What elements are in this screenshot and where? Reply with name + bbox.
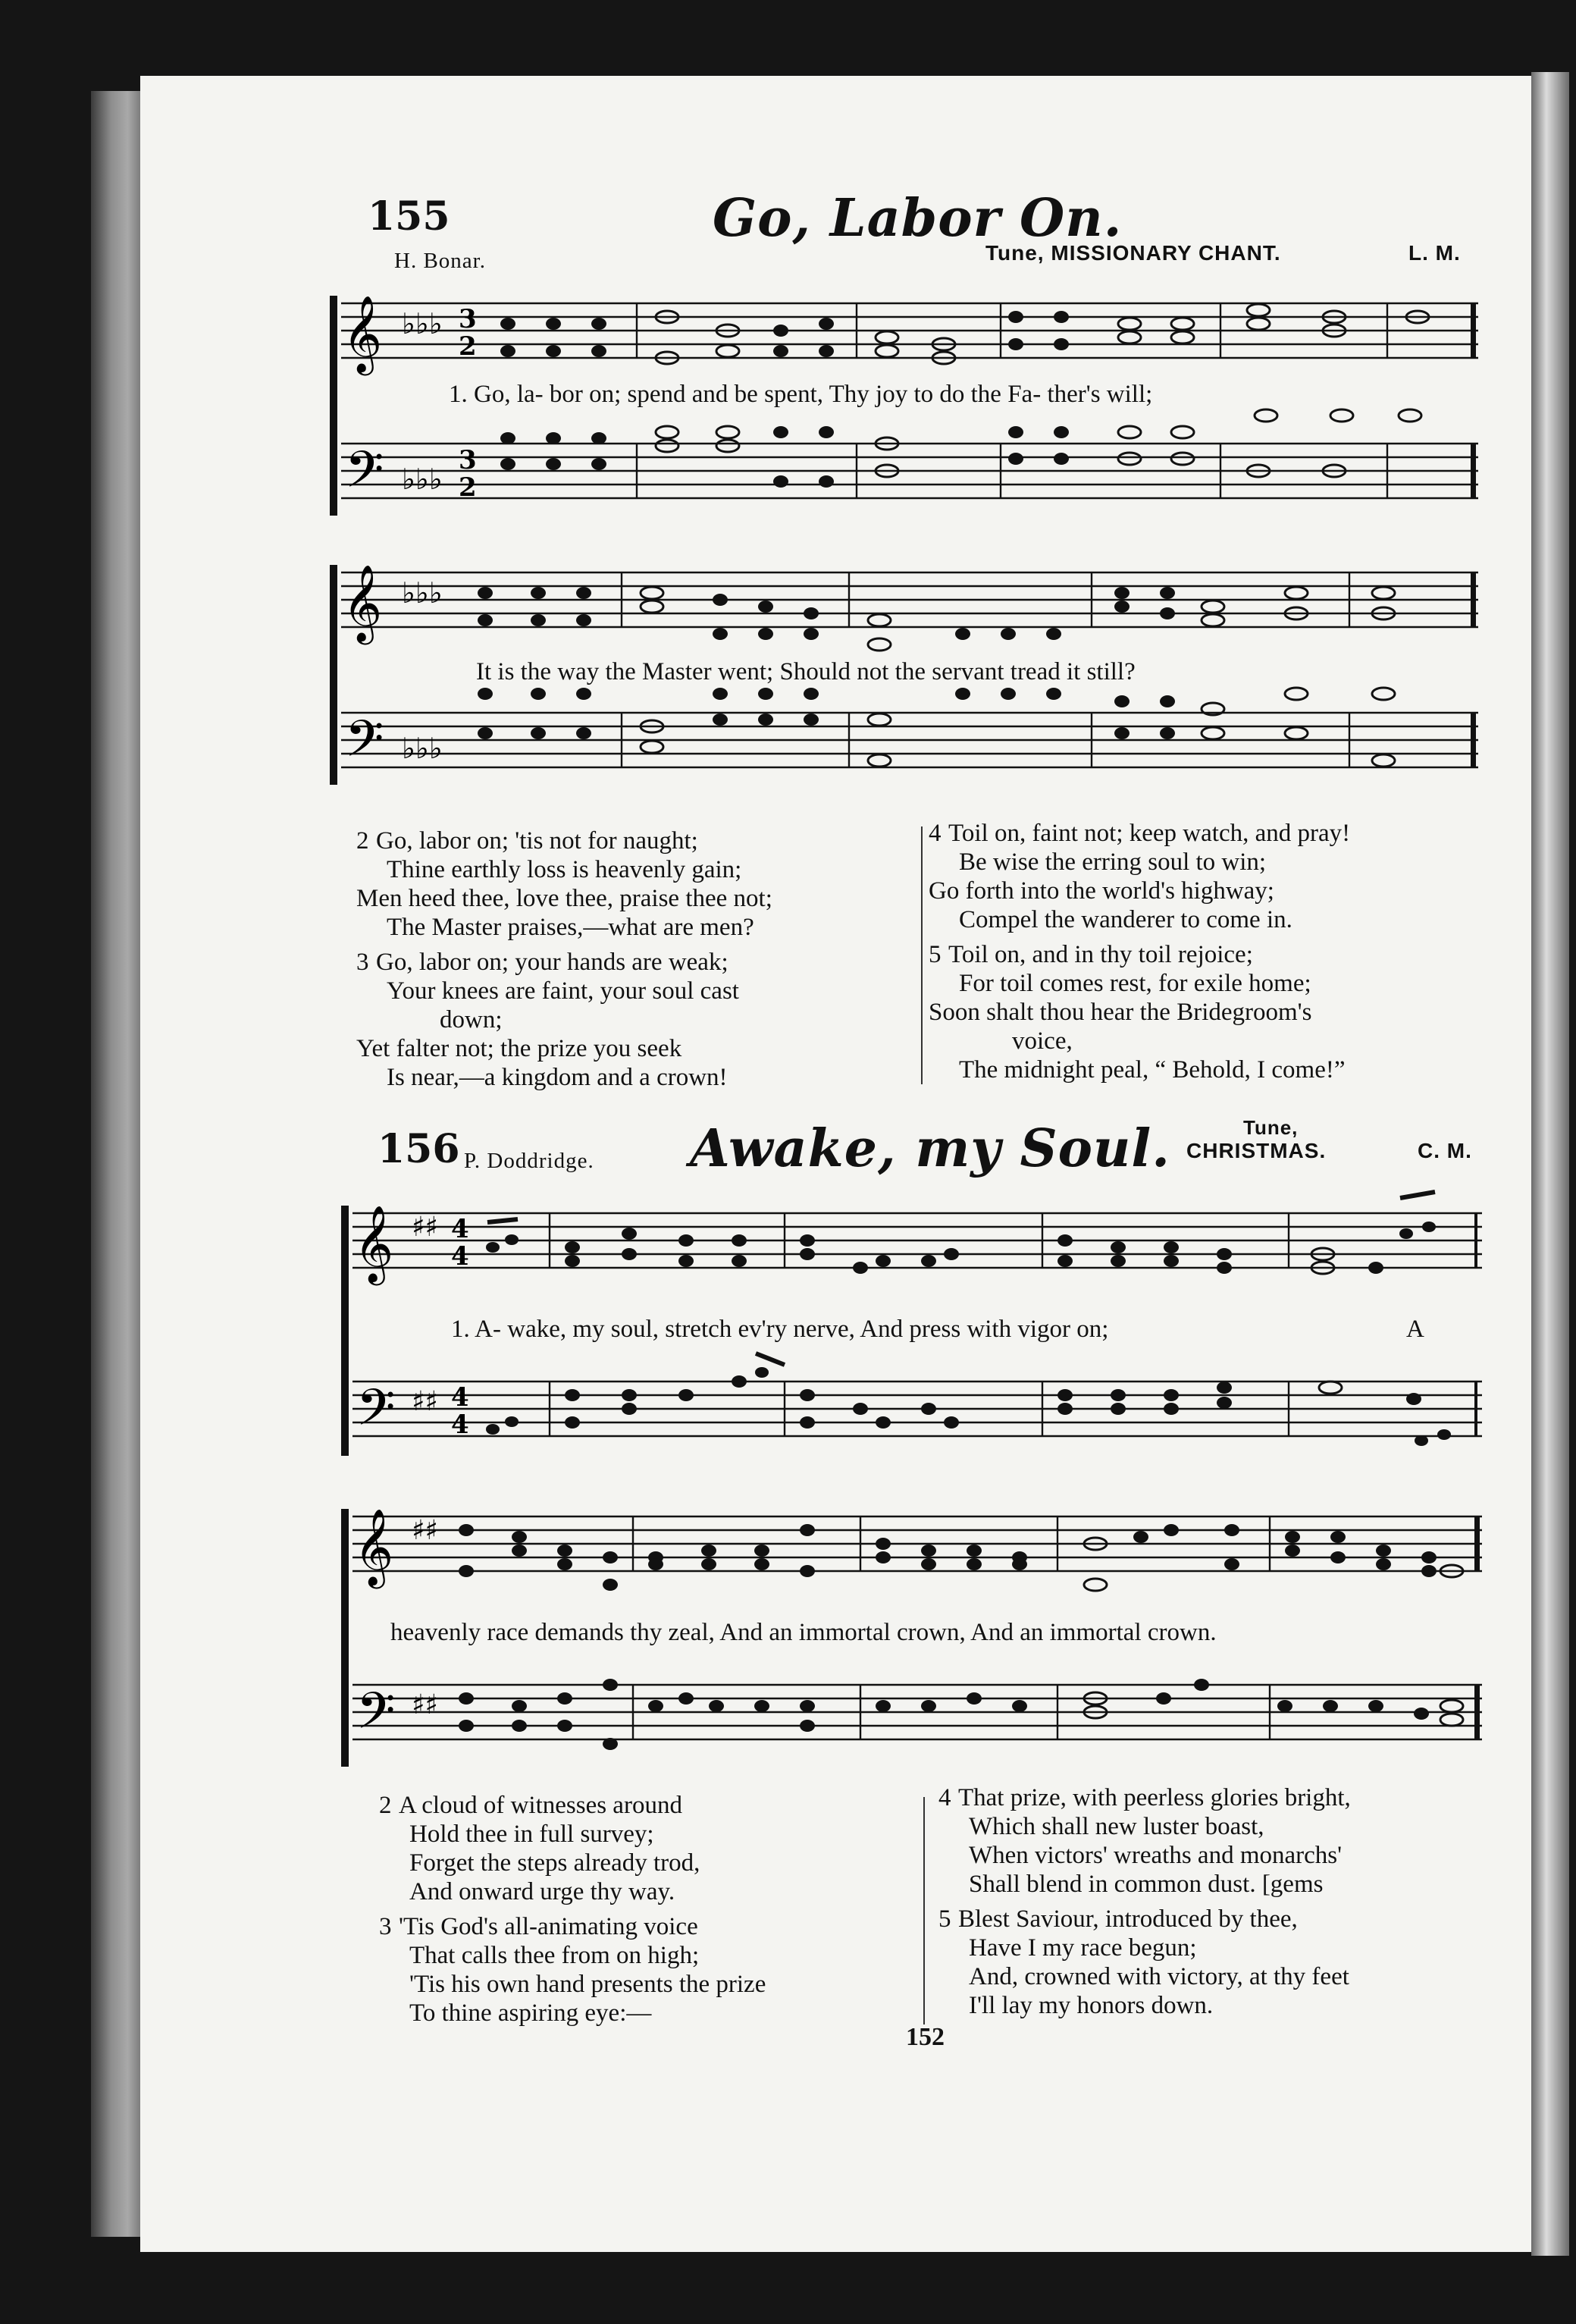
verse-stanza	[356, 948, 772, 1092]
verse-line: Blest Saviour, introduced by thee,	[958, 1905, 1298, 1933]
verse-number: 4	[929, 820, 942, 847]
verse-line: Shall blend in common dust. [gems	[969, 1871, 1324, 1898]
svg-text:♭♭♭: ♭♭♭	[402, 732, 443, 765]
verse-number: 3	[356, 949, 369, 976]
verse-line: 'Tis his own hand presents the prize	[409, 1971, 766, 1998]
page-number: 152	[906, 2023, 945, 2051]
svg-text:𝄞: 𝄞	[343, 294, 383, 372]
verse-line: Forget the steps already trod,	[409, 1849, 700, 1877]
tune-label: Tune,	[1243, 1116, 1299, 1139]
verse-line: voice,	[1012, 1027, 1073, 1055]
verse-line: Is near,—a kingdom and a crown!	[387, 1064, 728, 1091]
verse-line: A cloud of witnesses around	[399, 1792, 682, 1819]
verse-line: Be wise the erring soul to win;	[959, 848, 1267, 876]
verses-left-column	[356, 826, 772, 1092]
svg-text:𝄢: 𝄢	[345, 710, 384, 780]
svg-text:𝄞: 𝄞	[354, 1204, 394, 1282]
lyric-line: It is the way the Master went; Should not the servant tread it still?	[476, 658, 1136, 685]
verse-number: 2	[356, 827, 369, 855]
verse-stanza	[356, 826, 772, 942]
svg-text:3: 3	[459, 304, 477, 334]
svg-text:♯♯: ♯♯	[412, 1386, 438, 1417]
tune-name: Tune, MISSIONARY CHANT.	[985, 241, 1281, 265]
svg-text:𝄢: 𝄢	[356, 1682, 396, 1752]
svg-text:𝄞: 𝄞	[343, 563, 383, 641]
verse-stanza	[938, 1905, 1351, 2020]
verse-number: 3	[379, 1913, 392, 1940]
tune-name: CHRISTMAS.	[1186, 1139, 1327, 1162]
lyric-line: heavenly race demands thy zeal, And an immortal crown, And an immortal crown.	[390, 1619, 1217, 1646]
verse-line: Toil on, and in thy toil rejoice;	[948, 941, 1253, 968]
svg-text:4: 4	[451, 1410, 469, 1440]
verse-stanza	[938, 1783, 1351, 1899]
verse-line: I'll lay my honors down.	[969, 1992, 1214, 2019]
verse-line: Hold thee in full survey;	[409, 1821, 654, 1848]
verse-line: Thine earthly loss is heavenly gain;	[387, 856, 742, 883]
verse-line: Go, labor on; 'tis not for naught;	[376, 827, 698, 855]
verse-line: Your knees are faint, your soul cast	[387, 977, 739, 1005]
svg-text:4: 4	[451, 1241, 469, 1272]
verses-left-column	[379, 1791, 766, 2028]
svg-text:𝄢: 𝄢	[356, 1378, 396, 1449]
page-edge	[1531, 72, 1569, 2256]
verse-line: Soon shalt thou hear the Bridegroom's	[929, 999, 1312, 1026]
verse-line: To thine aspiring eye:—	[409, 1999, 652, 2027]
hymn-title: Go, Labor On.	[713, 188, 1123, 249]
verse-number: 4	[938, 1784, 951, 1811]
verse-line: Men heed thee, love thee, praise thee not;	[356, 885, 772, 912]
svg-text:𝄞: 𝄞	[354, 1507, 394, 1585]
hymn-author: H. Bonar.	[394, 249, 486, 273]
verse-line: When victors' wreaths and monarchs'	[969, 1842, 1343, 1869]
verse-stanza	[929, 819, 1350, 934]
column-divider	[921, 826, 923, 1084]
verse-line: down;	[440, 1006, 503, 1033]
hymn-author: P. Doddridge.	[464, 1149, 594, 1173]
lyric-line: A	[1406, 1316, 1424, 1343]
verse-line: That calls thee from on high;	[409, 1942, 700, 1969]
verses-right-column	[938, 1783, 1351, 2020]
verse-line: For toil comes rest, for exile home;	[959, 970, 1311, 997]
column-divider	[923, 1797, 925, 2024]
meter: L. M.	[1408, 241, 1461, 265]
verse-line: And, crowned with victory, at thy feet	[969, 1963, 1349, 1990]
verse-line: The Master praises,—what are men?	[387, 914, 754, 941]
svg-text:♯♯: ♯♯	[412, 1212, 438, 1243]
hymn-title: Awake, my Soul.	[690, 1118, 1170, 1179]
meter: C. M.	[1418, 1139, 1472, 1162]
verse-line: 'Tis God's all-animating voice	[399, 1913, 698, 1940]
verse-stanza	[929, 940, 1350, 1084]
svg-text:3: 3	[459, 445, 477, 475]
verse-line: Have I my race begun;	[969, 1934, 1197, 1962]
verse-line: The midnight peal, “ Behold, I come!”	[959, 1056, 1346, 1084]
svg-text:2: 2	[459, 472, 477, 503]
hymn-number: 156	[378, 1126, 460, 1172]
verse-line: Go forth into the world's highway;	[929, 877, 1274, 905]
verse-stanza	[379, 1791, 766, 1906]
svg-text:♯♯: ♯♯	[412, 1689, 438, 1720]
verse-number: 5	[929, 941, 942, 968]
verse-line: Toil on, faint not; keep watch, and pray!	[948, 820, 1351, 847]
svg-text:♭♭♭: ♭♭♭	[402, 307, 443, 340]
lyric-line: 1. A- wake, my soul, stretch ev'ry nerve, And press with vigor on;	[451, 1316, 1109, 1343]
svg-text:♯♯: ♯♯	[412, 1515, 438, 1546]
verse-line: Yet falter not; the prize you seek	[356, 1035, 682, 1062]
svg-text:𝄢: 𝄢	[345, 441, 384, 511]
lyric-line: 1. Go, la- bor on; spend and be spent, Thy joy to do the Fa- ther's will;	[449, 381, 1153, 408]
svg-text:♭♭♭: ♭♭♭	[402, 576, 443, 610]
svg-text:♭♭♭: ♭♭♭	[402, 463, 443, 496]
verse-stanza	[379, 1912, 766, 2028]
verse-line: That prize, with peerless glories bright,	[958, 1784, 1351, 1811]
svg-text:4: 4	[451, 1382, 469, 1413]
verse-line: Go, labor on; your hands are weak;	[376, 949, 728, 976]
verse-number: 2	[379, 1792, 392, 1819]
hymn-number: 155	[368, 193, 450, 240]
verse-line: And onward urge thy way.	[409, 1878, 675, 1905]
svg-text:2: 2	[459, 331, 477, 362]
verses-right-column	[929, 819, 1350, 1084]
verse-line: Compel the wanderer to come in.	[959, 906, 1292, 933]
svg-text:4: 4	[451, 1214, 469, 1244]
verse-number: 5	[938, 1905, 951, 1933]
verse-line: Which shall new luster boast,	[969, 1813, 1264, 1840]
